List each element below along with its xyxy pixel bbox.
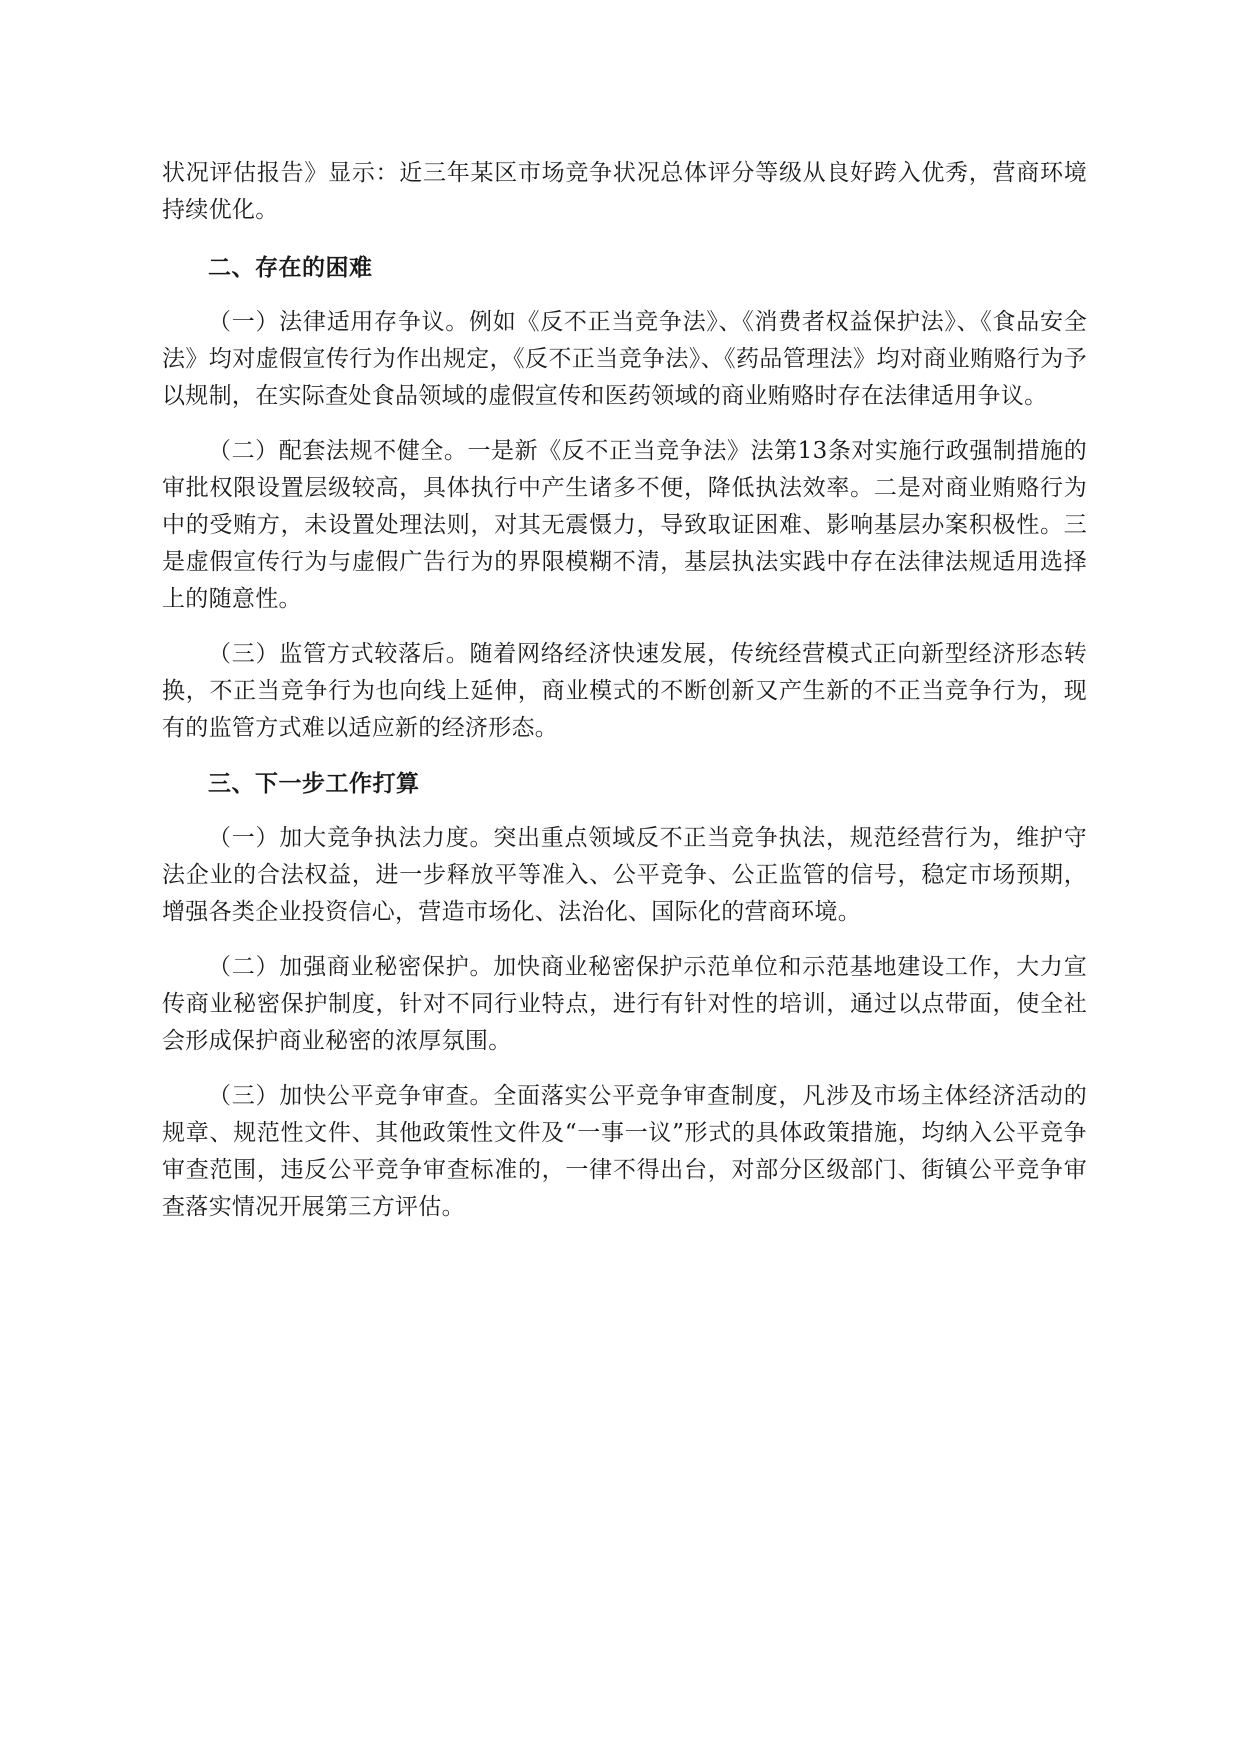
paragraph-trade-secrets: （二）加强商业秘密保护。加快商业秘密保护示范单位和示范基地建设工作，大力宣传商业秘密保护制度，针对不同行业特点，进行有针对性的培训，通过以点带面，使全社会形成保护商业秘密的浓厚氛围。 [162, 954, 1087, 1054]
paragraph-supervision-outdated: （三）监管方式较落后。随着网络经济快速发展，传统经营模式正向新型经济形态转换，不正当竞争行为也向线上延伸，商业模式的不断创新又产生新的不正当竞争行为，现有的监管方式难以适应新的经济形态。 [162, 641, 1087, 741]
paragraph-fair-competition-review: （三）加快公平竞争审查。全面落实公平竞争审查制度，凡涉及市场主体经济活动的规章、规范性文件、其他政策性文件及“一事一议”形式的具体政策措施，均纳入公平竞争审查范围，违反公平竞争审查标准的，一律不得出台，对部分区级部门、街镇公平竞争审查落实情况开展第三方评估。 [162, 1083, 1087, 1220]
document-body [162, 155, 1087, 1244]
paragraph-enforcement: （一）加大竞争执法力度。突出重点领域反不正当竞争执法，规范经营行为，维护守法企业的合法权益，进一步释放平等准入、公平竞争、公正监管的信号，稳定市场预期，增强各类企业投资信心，营造市场化、法治化、国际化的营商环境。 [162, 825, 1087, 925]
paragraph-legal-dispute: （一）法律适用存争议。例如《反不正当竞争法》、《消费者权益保护法》、《食品安全法》均对虚假宣传行为作出规定，《反不正当竞争法》、《药品管理法》均对商业贿赂行为予以规制，在实际查处食品领域的虚假宣传和医药领域的商业贿赂时存在法律适用争议。 [162, 309, 1087, 409]
section-heading-next-steps: 三、下一步工作打算 [208, 770, 420, 797]
intro-paragraph: 状况评估报告》显示：近三年某区市场竞争状况总体评分等级从良好跨入优秀，营商环境持续优化。 [162, 160, 1087, 223]
section-heading-difficulties: 二、存在的困难 [208, 254, 373, 281]
paragraph-regulations-incomplete: （二）配套法规不健全。一是新《反不正当竞争法》法第13条对实施行政强制措施的审批权限设置层级较高，具体执行中产生诸多不便，降低执法效率。二是对商业贿赂行为中的受贿方，未设置处理法则，对其无震慑力，导致取证困难、影响基层办案积极性。三是虚假宣传行为与虚假广告行为的界限模糊不清，基层执法实践中存在法律法规适用选择上的随意性。 [162, 438, 1087, 612]
